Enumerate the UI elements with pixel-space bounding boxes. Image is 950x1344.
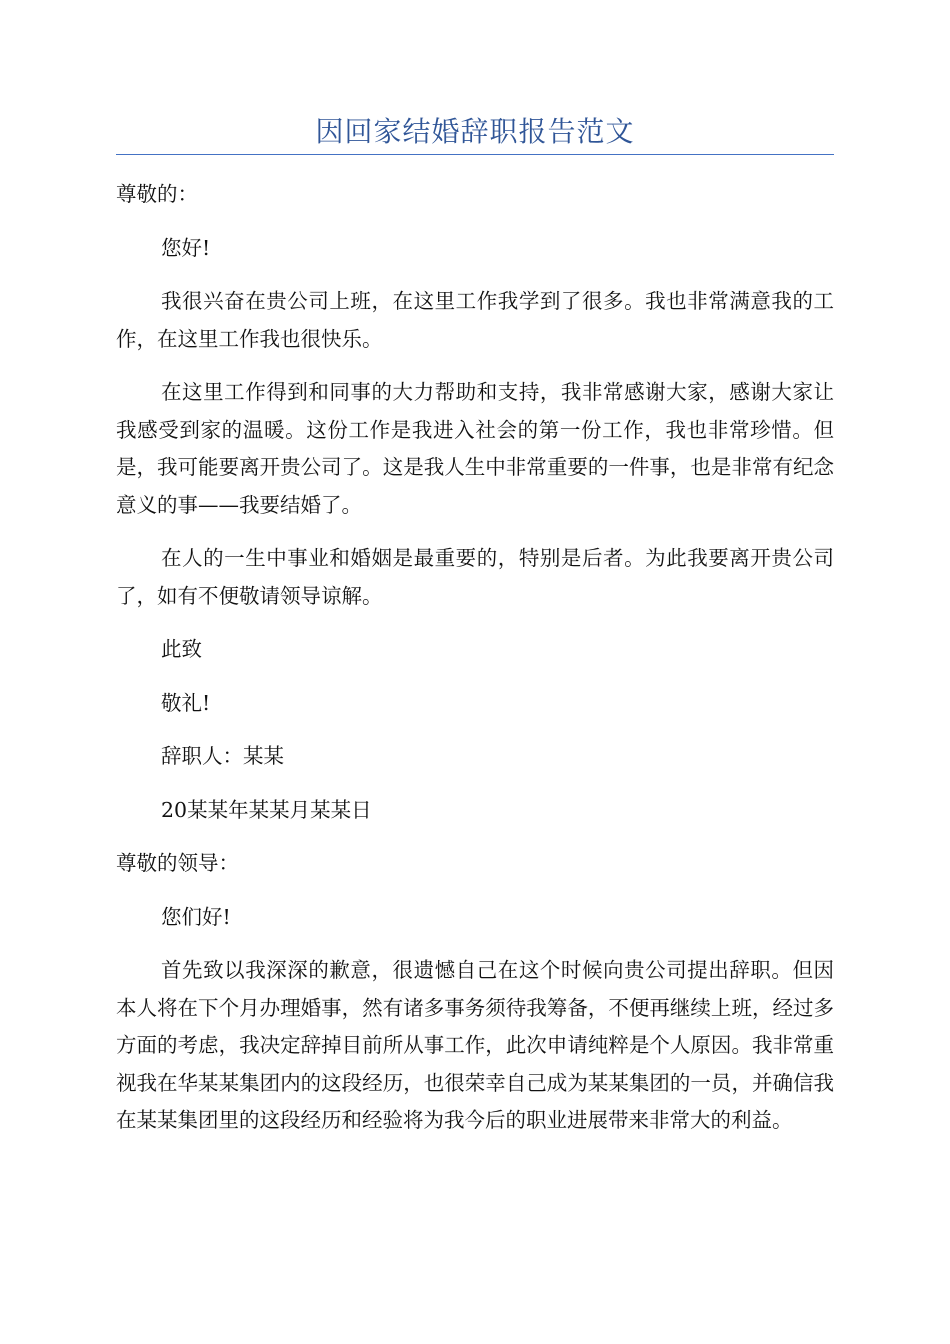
letter1-closing-1: 此致 (161, 637, 202, 661)
letter1-salutation: 尊敬的： (116, 182, 198, 206)
letter1-closing-2: 敬礼! (161, 690, 211, 715)
letter1-date: 20某某年某某月某某日 (161, 797, 372, 822)
letter2-salutation: 尊敬的领导： (116, 851, 239, 875)
letter2-greeting: 您们好! (161, 904, 231, 929)
document-title: 因回家结婚辞职报告范文 (315, 115, 635, 148)
title-underline (116, 154, 834, 155)
letter1-greeting: 您好! (161, 235, 211, 260)
letter1-paragraph-1: 我很兴奋在贵公司上班，在这里工作我学到了很多。我也非常满意我的工作，在这里工作我也很快乐。 (116, 289, 834, 351)
letter1-signature: 辞职人：某某 (161, 744, 284, 768)
letter2-paragraph-1: 首先致以我深深的歉意，很遗憾自己在这个时候向贵公司提出辞职。但因本人将在下个月办理婚事，然有诸多事务须待我筹备，不便再继续上班，经过多方面的考虑，我决定辞掉目前所从事工作，此次申请纯粹是个人原因。我非常重视我在华某某集团内的这段经历，也很荣幸自己成为某某集团的一员，并确信我在某某集团里的这段经历和经验将为我今后的职业进展带来非常大的利益。 (116, 958, 834, 1132)
document-body (116, 176, 834, 1156)
letter1-paragraph-2: 在这里工作得到和同事的大力帮助和支持，我非常感谢大家，感谢大家让我感受到家的温暖。这份工作是我进入社会的第一份工作，我也非常珍惜。但是，我可能要离开贵公司了。这是我人生中非常重要的一件事，也是非常有纪念意义的事——我要结婚了。 (116, 380, 834, 517)
letter1-paragraph-3: 在人的一生中事业和婚姻是最重要的，特别是后者。为此我要离开贵公司了，如有不便敬请领导谅解。 (116, 546, 834, 608)
